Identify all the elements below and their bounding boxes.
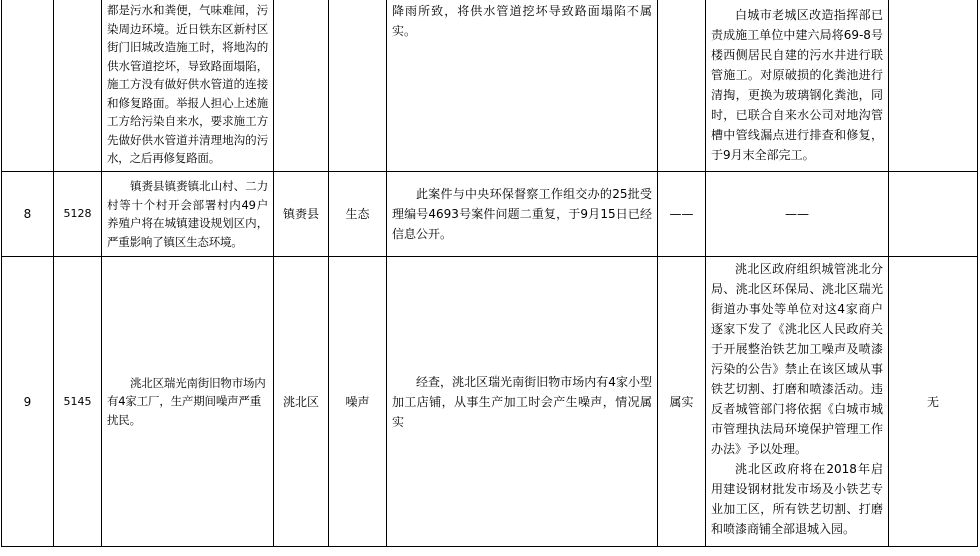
handling-paragraph-2: 洮北区政府将在2018年启用建设钢材批发市场及小铁艺专业加工区，所有铁艺切割、打磨和喷漆商铺全部退城入园。 (711, 462, 883, 536)
accountability-cell (889, 172, 978, 257)
type-cell: 噪声 (329, 257, 387, 547)
issue-text: 都是污水和粪便，气味难闻，污染周边环境。近日铁东区新村区街门旧城改造施工时，将地沟的供水管道挖坏，导致路面塌陷，施工方没有做好供水管道的连接和修复路面。举报人担心上述施工方给污染自来水，要求施工方先做好供水管道并清理地沟的污水，之后再修复路面。 (107, 3, 268, 165)
area-cell: 洮北区 (274, 257, 329, 547)
issue-cell (102, 0, 274, 172)
accountability-cell: 无 (889, 257, 978, 547)
is-true-cell (658, 0, 706, 172)
verification-cell (387, 0, 658, 172)
verification-cell (387, 172, 658, 257)
verification-text: 经查，洮北区瑞光南街旧物市场内有4家小型加工店铺，从事生产加工时会产生噪声，情况属实 (392, 374, 652, 429)
area-cell: 镇赉县 (274, 172, 329, 257)
case-number: 8 (2, 172, 54, 257)
handling-cell: —— (706, 172, 889, 257)
case-number: 9 (2, 257, 54, 547)
case-code: 5128 (54, 172, 102, 257)
verification-cell (387, 257, 658, 547)
table-row (2, 172, 978, 257)
verification-text: 降雨所致，将供水管道挖坏导致路面塌陷不属实。 (392, 4, 652, 38)
case-code (54, 0, 102, 172)
issue-text: 洮北区瑞光南街旧物市场内有4家工厂，生产期间噪声严重扰民。 (107, 375, 266, 427)
table-row (2, 257, 978, 547)
accountability-cell (889, 0, 978, 172)
handling-cell (706, 0, 889, 172)
handling-text: 白城市老城区改造指挥部已责成施工单位中建六局将69-8号楼西侧居民自建的污水井进行联管施工。对原破损的化粪池进行清掏，更换为玻璃钢化粪池，同时，已联合自来水公司对地沟管槽中管线漏点进行排查和修复，于9月末全部完工。 (711, 8, 883, 162)
type-cell: 生态 (329, 172, 387, 257)
handling-cell (706, 257, 889, 547)
is-true-cell: —— (658, 172, 706, 257)
handling-paragraph-1: 洮北区政府组织城管洮北分局、洮北区环保局、洮北区瑞光街道办事处等单位对这4家商户逐家下发了《洮北区人民政府关于开展整治铁艺加工噪声及喷漆污染的公告》禁止在该区域从事铁艺切割、打磨和喷漆活动。违反者城管部门将依据《白城市城市管理执法局环境保护管理工作办法》予以处理。 (711, 262, 883, 456)
area-cell (274, 0, 329, 172)
case-code: 5145 (54, 257, 102, 547)
issue-cell (102, 172, 274, 257)
table-row (2, 0, 978, 172)
case-number (2, 0, 54, 172)
verification-text: 此案件与中央环保督察工作组交办的25批受理编号4693号案件问题二重复，于9月15日已经信息公开。 (392, 187, 652, 241)
type-cell (329, 0, 387, 172)
issue-text: 镇赉县镇赉镇北山村、二力村等十个村开会部署村内49户养殖户将在城镇建设规划区内，严重影响了镇区生态环境。 (107, 179, 268, 249)
issue-cell (102, 257, 274, 547)
case-table (1, 0, 978, 547)
is-true-cell: 属实 (658, 257, 706, 547)
